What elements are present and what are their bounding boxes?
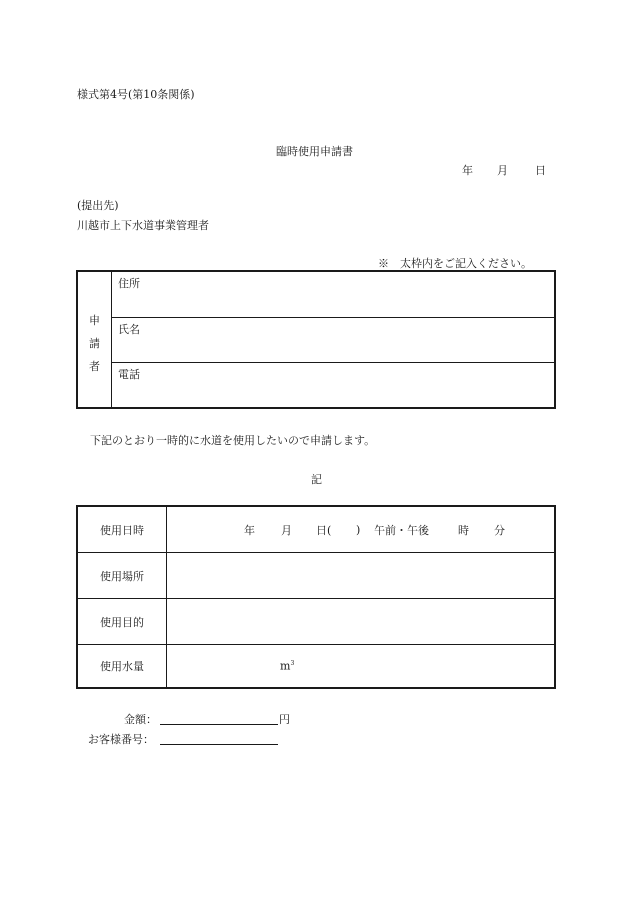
usage-table: [76, 505, 556, 689]
datetime-year[interactable]: 年: [244, 523, 255, 537]
usage-purpose-field[interactable]: [170, 602, 550, 642]
fill-in-note: ※ 太枠内をご記入ください。: [378, 257, 532, 270]
datetime-day[interactable]: 日(: [316, 523, 332, 537]
amount-label: 金額：: [124, 713, 157, 726]
ki-heading: 記: [311, 473, 322, 486]
usage-purpose-label: 使用目的: [100, 615, 144, 629]
datetime-ampm[interactable]: 午前・午後: [374, 523, 429, 537]
datetime-hour[interactable]: 時: [458, 523, 469, 537]
usage-place-row: [78, 553, 554, 599]
usage-volume-label: 使用水量: [100, 660, 144, 673]
usage-datetime-label: 使用日時: [100, 523, 144, 537]
usage-volume-row: [78, 645, 554, 687]
address-label: 住所: [118, 277, 140, 290]
date-month: 月: [497, 164, 508, 177]
recipient-label: (提出先): [77, 199, 119, 212]
volume-unit-sup: 3: [290, 659, 295, 667]
recipient-name: 川越市上下水道事業管理者: [77, 219, 209, 232]
phone-field[interactable]: [112, 363, 554, 407]
amount-field[interactable]: [160, 724, 278, 725]
applicant-side-char: 申: [89, 314, 100, 327]
date-day: 日: [535, 164, 546, 177]
volume-unit-text: m: [280, 659, 291, 673]
datetime-month[interactable]: 月: [281, 523, 292, 537]
datetime-minute[interactable]: 分: [494, 523, 505, 537]
usage-purpose-row: [78, 599, 554, 645]
usage-place-label: 使用場所: [100, 569, 144, 583]
document-title: 臨時使用申請書: [276, 145, 353, 158]
applicant-side-char: 請: [89, 337, 100, 350]
applicant-box: [76, 270, 556, 409]
datetime-weekday-close: ): [356, 523, 361, 536]
usage-datetime-row: [78, 507, 554, 553]
phone-label: 電話: [118, 368, 140, 381]
customer-number-field[interactable]: [160, 744, 278, 745]
name-field[interactable]: [112, 318, 554, 363]
usage-volume-unit[interactable]: [280, 660, 294, 673]
applicant-side-char: 者: [89, 360, 100, 373]
usage-place-field[interactable]: [170, 556, 550, 596]
name-label: 氏名: [118, 323, 140, 336]
amount-unit: 円: [279, 713, 290, 726]
date-year: 年: [462, 164, 473, 177]
application-statement: 下記のとおり一時的に水道を使用したいので申請します。: [90, 434, 376, 447]
form-number: 様式第4号(第10条関係): [77, 88, 195, 101]
applicant-side-label: [78, 272, 112, 407]
customer-number-label: お客様番号：: [88, 733, 154, 746]
address-field[interactable]: [112, 272, 554, 318]
